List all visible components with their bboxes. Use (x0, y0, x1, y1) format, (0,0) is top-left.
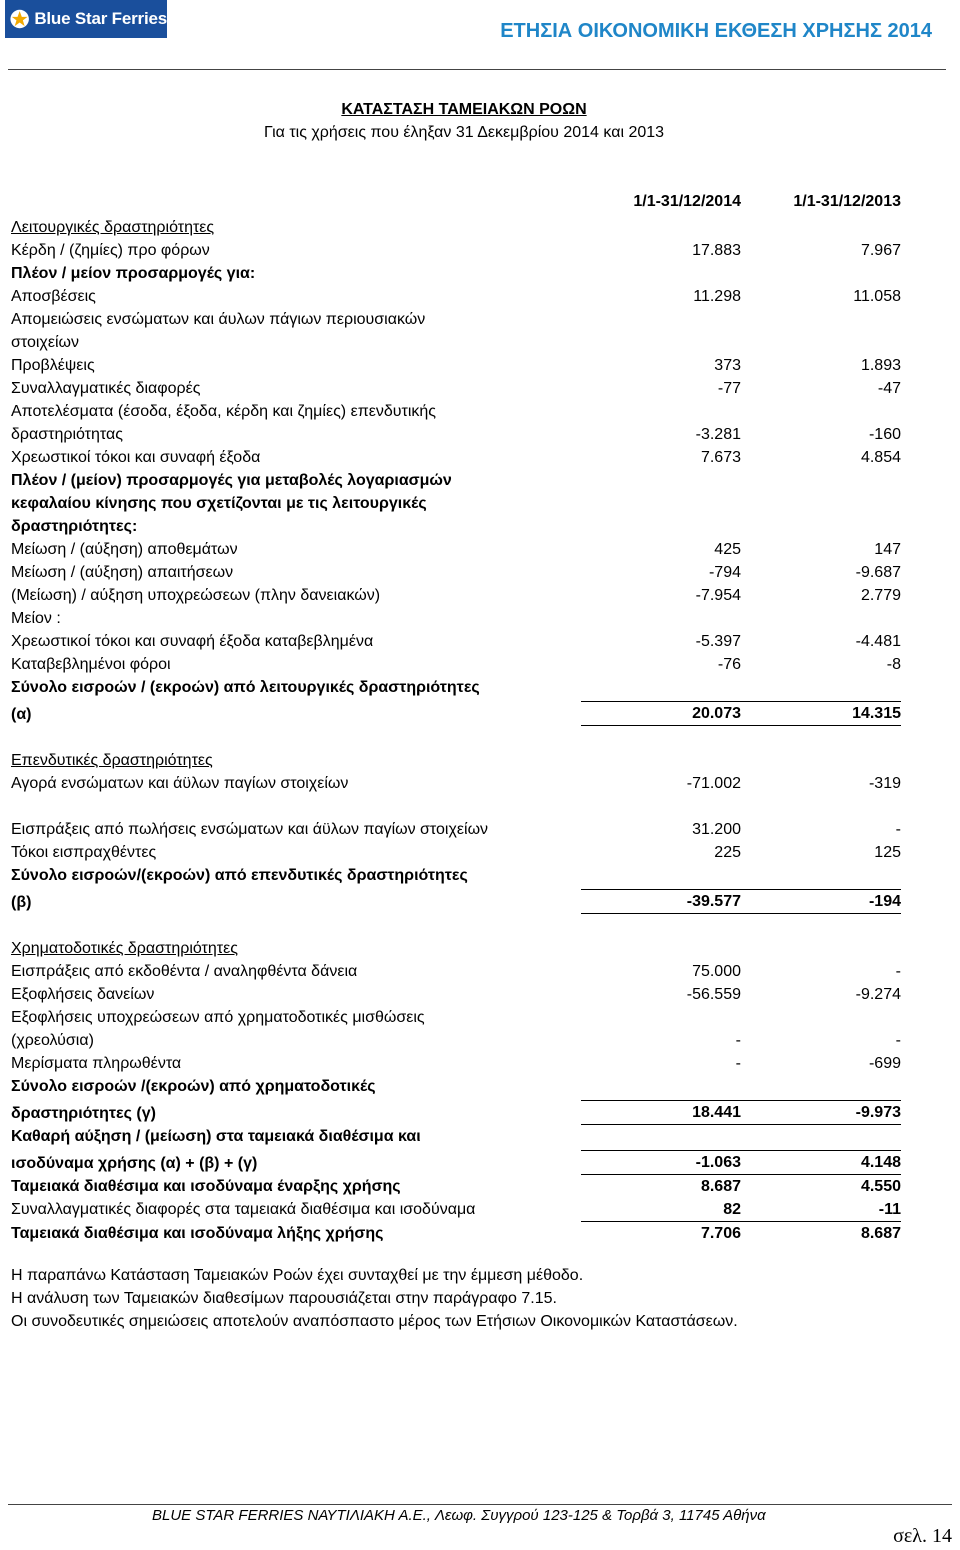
statement-row (11, 331, 901, 354)
statement-row (11, 377, 901, 400)
row-label: Συναλλαγματικές διαφορές στα ταμειακά διαθέσιμα και ισοδύναμα (11, 1201, 476, 1218)
statement-row (11, 423, 901, 446)
value-2014: - (735, 1055, 741, 1072)
statement-row (11, 538, 901, 561)
row-label: Αποσβέσεις (11, 288, 96, 305)
row-label: (β) (11, 894, 32, 911)
statement-row (11, 630, 901, 653)
row-label: Ταμειακά διαθέσιμα και ισοδύναμα λήξης χρήσης (11, 1225, 384, 1242)
value-2013: -4.481 (855, 633, 901, 650)
spacer (11, 914, 901, 937)
value-2013: - (895, 963, 901, 980)
value-2014: 75.000 (692, 963, 741, 980)
row-label: (Μείωση) / αύξηση υποχρεώσεων (πλην δανειακών) (11, 587, 381, 604)
statement-row (11, 1221, 901, 1245)
row-label: κεφαλαίου κίνησης που σχετίζονται με τις λειτουργικές (11, 495, 427, 512)
note-line: Οι συνοδευτικές σημειώσεις αποτελούν αναπόσπαστο μέρος των Ετήσιων Οικονομικών Καταστάσεων. (11, 1313, 738, 1330)
statement-row (11, 1098, 901, 1125)
row-label: Εξοφλήσεις δανείων (11, 986, 155, 1003)
row-label: Χρηματοδοτικές δραστηριότητες (11, 940, 238, 957)
value-2014: -5.397 (695, 633, 741, 650)
row-label: Ταμειακά διαθέσιμα και ισοδύναμα έναρξης χρήσης (11, 1178, 401, 1195)
statement-row (11, 653, 901, 676)
value-2013: 147 (874, 541, 901, 558)
value-2014: 225 (714, 844, 741, 861)
row-label: δραστηριότητες: (11, 518, 138, 535)
statement-row (11, 607, 901, 630)
spacer (11, 795, 901, 818)
statement-row (11, 354, 901, 377)
value-2013: - (895, 1032, 901, 1049)
statement-row (11, 446, 901, 469)
note-line: Η ανάλυση των Ταμειακών διαθεσίμων παρουσιάζεται στην παράγραφο 7.15. (11, 1290, 557, 1307)
value-2013: 11.058 (853, 288, 901, 305)
value-2013: -9.687 (855, 564, 901, 581)
cash-flow-statement (11, 190, 901, 1245)
value-2013: -9.973 (741, 1100, 901, 1125)
statement-row (11, 676, 901, 699)
statement-row (11, 492, 901, 515)
row-label: Κέρδη / (ζημίες) προ φόρων (11, 242, 210, 259)
row-label: Σύνολο εισροών/(εκροών) από επενδυτικές δραστηριότητες (11, 867, 468, 884)
row-label: στοιχείων (11, 334, 79, 351)
statement-row (11, 1006, 901, 1029)
row-label: Προβλέψεις (11, 357, 95, 374)
row-label: Τόκοι εισπραχθέντες (11, 844, 157, 861)
statement-row (11, 960, 901, 983)
statement-row (11, 887, 901, 914)
row-label: Εισπράξεις από πωλήσεις ενσώματων και άϋλων παγίων στοιχείων (11, 821, 489, 838)
value-2013: -699 (868, 1055, 901, 1072)
statement-row (11, 1125, 901, 1148)
row-label: (χρεολύσια) (11, 1032, 94, 1049)
section-heading (11, 937, 901, 960)
company-logo (5, 0, 167, 38)
value-2014: 7.673 (700, 449, 741, 466)
value-2014: -71.002 (686, 775, 741, 792)
footer-address: BLUE STAR FERRIES ΝΑΥΤΙΛΙΑΚΗ Α.Ε., Λεωφ. Συγγρού 123-125 & Τορβά 3, 11745 Αθήνα (152, 1507, 766, 1524)
value-2014: 373 (714, 357, 741, 374)
value-2014: -794 (708, 564, 741, 581)
value-2014: -56.559 (686, 986, 741, 1003)
statement-row (11, 262, 901, 285)
value-2014: -3.281 (695, 426, 741, 443)
statement-row (11, 864, 901, 887)
statement-row (11, 1029, 901, 1052)
value-2013: 4.550 (860, 1178, 901, 1195)
header-divider (8, 69, 946, 70)
row-label: Αποτελέσματα (έσοδα, έξοδα, κέρδη και ζημίες) επενδυτικής (11, 403, 437, 420)
value-2014: 11.298 (693, 288, 741, 305)
row-label: Αγορά ενσώματων και άϋλων παγίων στοιχείων (11, 775, 349, 792)
row-label: Σύνολο εισροών /(εκροών) από χρηματοδοτικές (11, 1078, 376, 1095)
note-line: Η παραπάνω Κατάσταση Ταμειακών Ροών έχει συνταχθεί με την έμμεση μέθοδο. (11, 1267, 584, 1284)
value-2013: 4.148 (741, 1150, 901, 1175)
value-2014: 18.441 (581, 1100, 741, 1125)
statement-row (11, 1198, 901, 1221)
statement-row (11, 699, 901, 726)
value-2013: -9.274 (855, 986, 901, 1003)
statement-row (11, 1052, 901, 1075)
statement-row (11, 584, 901, 607)
statement-row (11, 469, 901, 492)
value-2013: 8.687 (741, 1221, 901, 1245)
statement-row (11, 308, 901, 331)
value-2013: 125 (874, 844, 901, 861)
row-label: (α) (11, 706, 32, 723)
statement-row (11, 772, 901, 795)
section-heading (11, 216, 901, 239)
report-title: ΕΤΗΣΙΑ ΟΙΚΟΝΟΜΙΚΗ ΕΚΘΕΣΗ ΧΡΗΣΗΣ 2014 (500, 20, 932, 42)
row-label: Συναλλαγματικές διαφορές (11, 380, 201, 397)
column-header-2014: 1/1-31/12/2014 (633, 193, 741, 210)
statement-subtitle: Για τις χρήσεις που έληξαν 31 Δεκεμβρίου 2014 και 2013 (263, 124, 665, 141)
statement-row (11, 983, 901, 1006)
statement-row (11, 400, 901, 423)
row-label: δραστηριότητας (11, 426, 123, 443)
value-2014: -1.063 (581, 1150, 741, 1175)
value-2013: 7.967 (860, 242, 901, 259)
row-label: Μείωση / (αύξηση) απαιτήσεων (11, 564, 234, 581)
value-2014: 20.073 (581, 701, 741, 726)
row-label: δραστηριότητες (γ) (11, 1105, 156, 1122)
statement-row (11, 1148, 901, 1175)
value-2013: 2.779 (860, 587, 901, 604)
row-label: Εξοφλήσεις υποχρεώσεων από χρηματοδοτικές μισθώσεις (11, 1009, 425, 1026)
statement-row (11, 561, 901, 584)
statement-title: ΚΑΤΑΣΤΑΣΗ ΤΑΜΕΙΑΚΩΝ ΡΟΩΝ (341, 101, 587, 118)
star-icon (9, 4, 30, 34)
value-2013: -160 (868, 426, 901, 443)
value-2014: -76 (717, 656, 741, 673)
row-label: Καταβεβλημένοι φόροι (11, 656, 171, 673)
row-label: Μείον : (11, 610, 61, 627)
statement-row (11, 1175, 901, 1198)
value-2014: 82 (723, 1201, 741, 1218)
value-2014: -39.577 (581, 889, 741, 914)
statement-row (11, 515, 901, 538)
row-label: Εισπράξεις από εκδοθέντα / αναληφθέντα δάνεια (11, 963, 358, 980)
row-label: Μείωση / (αύξηση) αποθεμάτων (11, 541, 238, 558)
value-2013: 4.854 (860, 449, 901, 466)
row-label: Απομειώσεις ενσώματων και άυλων πάγιων περιουσιακών (11, 311, 426, 328)
row-label: Χρεωστικοί τόκοι και συναφή έξοδα (11, 449, 261, 466)
value-2013: -319 (868, 775, 901, 792)
row-label: Χρεωστικοί τόκοι και συναφή έξοδα καταβεβλημένα (11, 633, 374, 650)
page-number: σελ. 14 (893, 1525, 952, 1547)
logo-text: Blue Star Ferries (34, 9, 167, 28)
statement-row (11, 818, 901, 841)
value-2014: 7.706 (581, 1221, 741, 1245)
row-label: Πλέον / μείον προσαρμογές για: (11, 265, 256, 282)
column-header-row (11, 190, 901, 213)
statement-row (11, 1075, 901, 1098)
value-2014: 425 (714, 541, 741, 558)
column-header-2013: 1/1-31/12/2013 (793, 193, 901, 210)
value-2013: 14.315 (741, 701, 901, 726)
value-2013: - (895, 821, 901, 838)
value-2013: -8 (886, 656, 901, 673)
value-2014: -77 (717, 380, 741, 397)
section-heading (11, 749, 901, 772)
statement-row (11, 239, 901, 262)
value-2013: -194 (741, 889, 901, 914)
value-2013: 1.893 (860, 357, 901, 374)
value-2013: -47 (877, 380, 901, 397)
notes (11, 1264, 738, 1333)
footer-divider (8, 1504, 952, 1505)
row-label: Λειτουργικές δραστηριότητες (11, 219, 215, 236)
row-label: Πλέον / (μείον) προσαρμογές για μεταβολές λογαριασμών (11, 472, 452, 489)
row-label: Καθαρή αύξηση / (μείωση) στα ταμειακά διαθέσιμα και (11, 1128, 421, 1145)
row-label: Επενδυτικές δραστηριότητες (11, 752, 213, 769)
value-2013: -11 (878, 1201, 901, 1218)
value-2014: 17.883 (692, 242, 741, 259)
row-label: Μερίσματα πληρωθέντα (11, 1055, 182, 1072)
value-2014: 8.687 (700, 1178, 741, 1195)
statement-row (11, 285, 901, 308)
value-2014: 31.200 (692, 821, 741, 838)
statement-row (11, 841, 901, 864)
spacer (11, 726, 901, 749)
row-label: Σύνολο εισροών / (εκροών) από λειτουργικές δραστηριότητες (11, 679, 480, 696)
row-label: ισοδύναμα χρήσης (α) + (β) + (γ) (11, 1155, 258, 1172)
value-2014: - (735, 1032, 741, 1049)
value-2014: -7.954 (695, 587, 741, 604)
